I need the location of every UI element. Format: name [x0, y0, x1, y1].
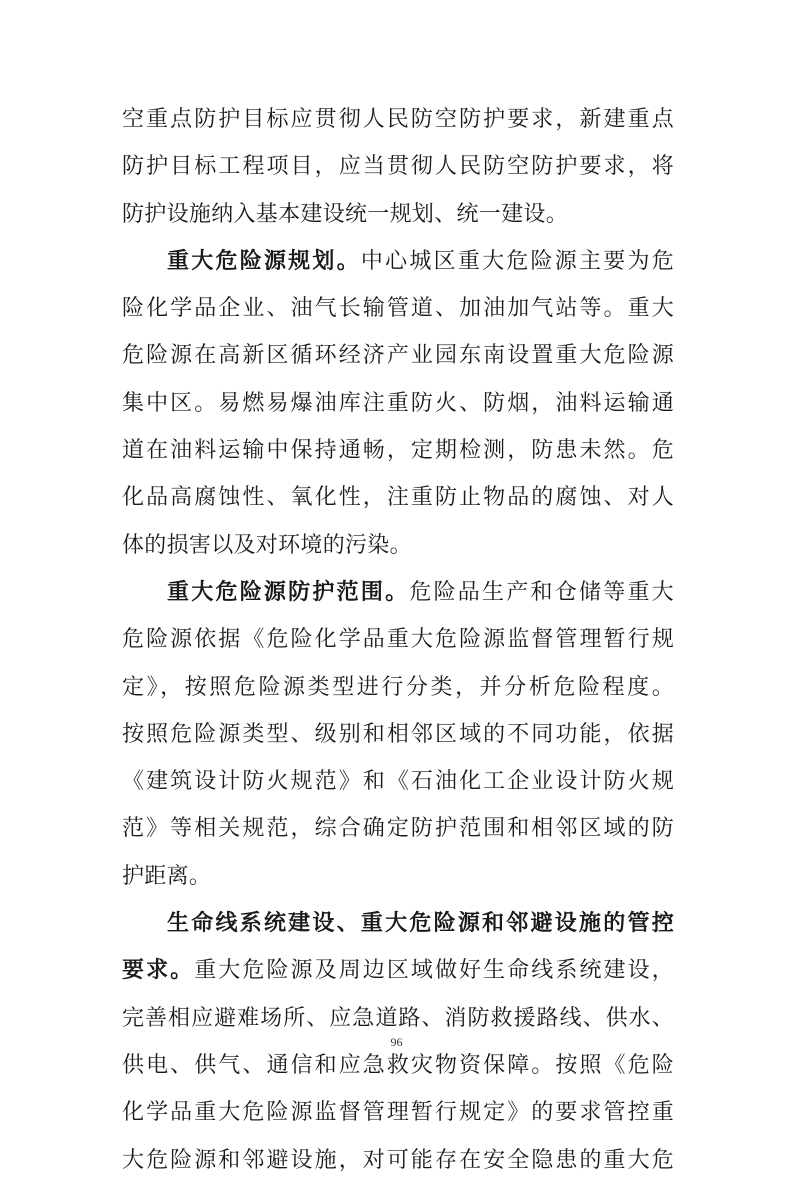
page-number: 96: [390, 1035, 403, 1049]
text-line: 范》等相关规范，综合确定防护范围和相邻区域的防: [122, 816, 674, 842]
text-line: 大危险源和邻避设施，对可能存在安全隐患的重大危: [122, 1147, 674, 1173]
text-line: 险化学品企业、油气长输管道、加油加气站等。重大: [122, 296, 674, 322]
text-run: 危险品生产和仓储等重大: [409, 579, 674, 605]
text-line: [122, 569, 674, 616]
text-line: [122, 947, 674, 994]
text-line: 供电、供气、通信和应急救灾物资保障。按照《危险: [122, 1052, 674, 1078]
text-line: 定》，按照危险源类型进行分类，并分析危险程度。: [122, 674, 674, 700]
text-line: 防护设施纳入基本建设统一规划、统一建设。: [122, 201, 569, 227]
text-run: 重大危险源及周边区域做好生命线系统建设，: [194, 958, 674, 984]
text-line: 化品高腐蚀性、氧化性，注重防止物品的腐蚀、对人: [122, 485, 674, 511]
section-heading: 要求。: [122, 958, 195, 984]
text-line: 体的损害以及对环境的污染。: [122, 532, 412, 558]
text-line: 《建筑设计防火规范》和《石油化工企业设计防火规: [122, 769, 674, 795]
text-run: 中心城区重大危险源主要为危: [360, 248, 675, 274]
text-line: 危险源依据《危险化学品重大危险源监督管理暂行规: [122, 627, 674, 653]
text-line: 完善相应避难场所、应急道路、消防救援路线、供水、: [122, 1005, 674, 1031]
text-line: [122, 238, 674, 285]
text-line: 危险源在高新区循环经济产业园东南设置重大危险源: [122, 343, 674, 369]
text-line: 防护目标工程项目，应当贯彻人民防空防护要求，将: [122, 154, 674, 180]
section-heading: 生命线系统建设、重大危险源和邻避设施的管控: [167, 911, 674, 937]
text-line: 集中区。易燃易爆油库注重防火、防烟，油料运输通: [122, 390, 674, 416]
text-line: 护距离。: [122, 863, 212, 889]
document-body: [122, 96, 674, 1184]
text-line: 空重点防护目标应贯彻人民防空防护要求，新建重点: [122, 107, 674, 132]
text-line: 道在油料运输中保持通畅，定期检测，防患未然。危: [122, 438, 674, 464]
text-line: 化学品重大危险源监督管理暂行规定》的要求管控重: [122, 1100, 674, 1126]
text-line: 按照危险源类型、级别和相邻区域的不同功能，依据: [122, 721, 674, 747]
section-heading: 重大危险源防护范围。: [167, 579, 410, 605]
section-heading: 重大危险源规划。: [167, 248, 361, 274]
